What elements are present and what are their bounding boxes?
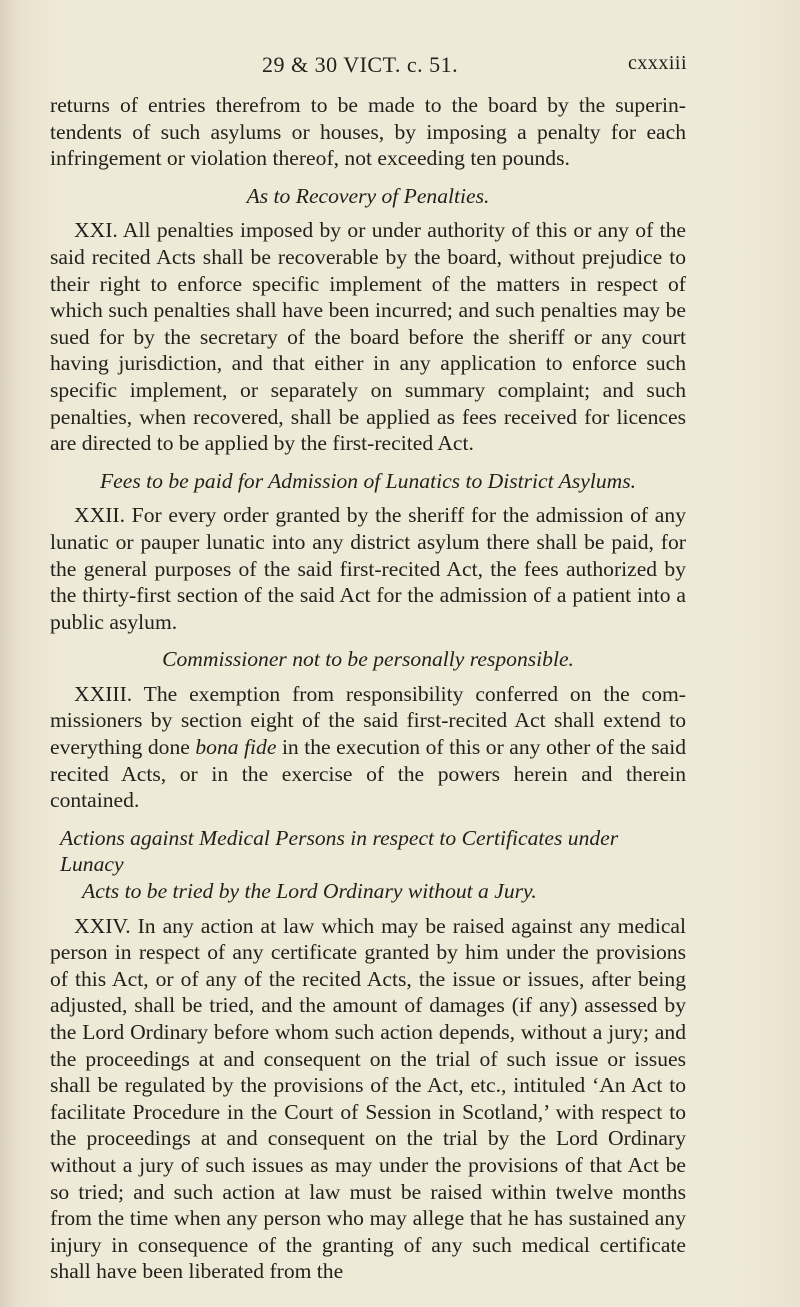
running-title: 29 & 30 VICT. c. 51. bbox=[262, 52, 459, 77]
section-22-paragraph: XXII. For every order granted by the sheriff for the admission of any lunatic or pauper lunatic into any district asylum there shall be paid, for the general purposes of the said first-recited Act, the fees authorized by the thirty-first section of the said Act for the admission of a patient into a public asylum. bbox=[50, 503, 686, 634]
running-head bbox=[0, 52, 800, 82]
section-21-paragraph: XXI. All penalties imposed by or under authority of this or any of the said recited Acts shall be recoverable by the board, without prejudice to their right to enforce specific implement of the matters in respect of which such penalties shall have been incurred; and such penalties may be sued for by the secretary of the board before the sheriff or any court having jurisdiction, and that either in any application to enforce such specific implement, or separately on summary complaint; and such penalties, when recovered, shall be applied as fees received for licences are directed to be applied by the first-recited Act. bbox=[50, 218, 686, 456]
body-text bbox=[50, 92, 686, 1285]
section-23-text-after: in the execution of this or any other of the said recited Acts, or in the exercise of the powers herein and therein contained. bbox=[50, 735, 686, 813]
section-23-paragraph bbox=[50, 681, 686, 814]
section-heading-recovery-of-penalties: As to Recovery of Penalties. bbox=[246, 183, 490, 208]
section-24-heading-line-1: Actions against Medical Persons in respect to Certificates under Lunacy bbox=[60, 825, 619, 877]
section-heading-fees-admission: Fees to be paid for Admission of Lunatics to District Asylums. bbox=[99, 468, 637, 493]
page-number: cxxxiii bbox=[628, 52, 688, 74]
section-23-italic-phrase: bona fide bbox=[195, 735, 277, 760]
section-24-paragraph: XXIV. In any action at law which may be raised against any medical person in respect of any certificate granted by him under the provisions of this Act, or of any of the recited Acts, the issue or issues, after being adjusted, shall be tried, and the amount of damages (if any) assessed by the Lord Ordinary before whom such action depends, without a jury; and the proceedings at and consequent on the trial of such issue or issues shall be regulated by the provisions of the Act, etc., intituled ‘An Act to facilitate Procedure in the Court of Session in Scotland,’ with respect to the proceedings at and consequent on the trial by the Lord Ordinary without a jury of such issues as may under the provisions of that Act be so tried; and such action at law must be raised within twelve months from the time when any person who may allege that he has sustained any injury in consequence of the granting of any such medical certificate shall have been liberated from the bbox=[50, 913, 686, 1284]
section-heading-commissioner-responsibility: Commissioner not to be personally responsible. bbox=[162, 647, 574, 672]
section-24-heading-line-2: Acts to be tried by the Lord Ordinary without a Jury. bbox=[82, 879, 537, 904]
section-heading-actions-medical-persons bbox=[50, 825, 686, 905]
section-23-text-before: XXIII. The exemption from responsibility conferred on the commissioners by section eight of the said first-recited Act shall extend to everything done bbox=[50, 681, 686, 760]
continuation-paragraph: returns of entries therefrom to be made to the board by the superintendents of such asylums or houses, by imposing a penalty for each infringement or violation thereof, not exceeding ten pounds. bbox=[50, 93, 686, 171]
